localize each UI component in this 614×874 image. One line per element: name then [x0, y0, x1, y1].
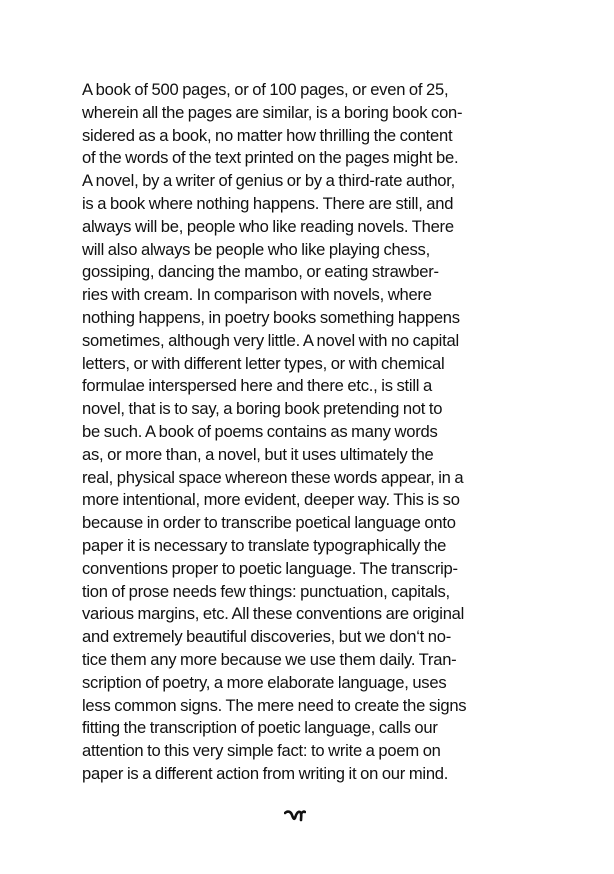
text-line: tion of prose needs few things: punctuation, capitals, [82, 581, 450, 601]
text-line: formulae interspersed here and there etc., is still a [82, 376, 432, 396]
text-line: of the words of the text printed on the pages might be. [82, 148, 459, 168]
text-line: tice them any more because we use them daily. Tran- [82, 649, 457, 669]
text-line: A book of 500 pages, or of 100 pages, or even of 25, [82, 80, 449, 99]
text-line: is a book where nothing happens. There are still, and [82, 193, 454, 213]
text-line: as, or more than, a novel, but it uses ultimately the [82, 444, 434, 464]
text-line: scription of poetry, a more elaborate language, uses [82, 672, 447, 692]
text-line: nothing happens, in poetry books something happens [82, 307, 460, 327]
text-line: ries with cream. In comparison with novels, where [82, 285, 432, 305]
squiggle-ornament-icon [284, 808, 306, 824]
body-paragraph [82, 79, 502, 786]
text-line: real, physical space whereon these words appear, in a [82, 467, 464, 487]
text-line: because in order to transcribe poetical language onto [82, 513, 456, 533]
text-line: gossiping, dancing the mambo, or eating strawber- [82, 262, 439, 282]
text-line: conventions proper to poetic language. The transcrip- [82, 558, 458, 578]
text-line: always will be, people who like reading novels. There [82, 216, 454, 236]
text-line: and extremely beautiful discoveries, but we don‘t no- [82, 627, 452, 647]
text-line: letters, or with different letter types, or with chemical [82, 353, 445, 373]
text-line: paper it is necessary to translate typographically the [82, 535, 447, 555]
text-line: fitting the transcription of poetic language, calls our [82, 718, 438, 738]
text-line: A novel, by a writer of genius or by a third-rate author, [82, 171, 455, 191]
text-line: will also always be people who like playing chess, [82, 239, 430, 259]
text-line: paper is a different action from writing it on our mind. [82, 763, 449, 783]
text-line: sidered as a book, no matter how thrilling the content [82, 125, 453, 145]
text-line: various margins, etc. All these conventions are original [82, 604, 465, 624]
text-line: wherein all the pages are similar, is a boring book con- [82, 102, 463, 122]
text-line: attention to this very simple fact: to write a poem on [82, 741, 441, 761]
text-line: be such. A book of poems contains as many words [82, 421, 438, 441]
text-line: more intentional, more evident, deeper way. This is so [82, 490, 460, 510]
text-line: sometimes, although very little. A novel with no capital [82, 330, 459, 350]
text-line: less common signs. The mere need to create the signs [82, 695, 467, 715]
text-line: novel, that is to say, a boring book pretending not to [82, 399, 443, 419]
